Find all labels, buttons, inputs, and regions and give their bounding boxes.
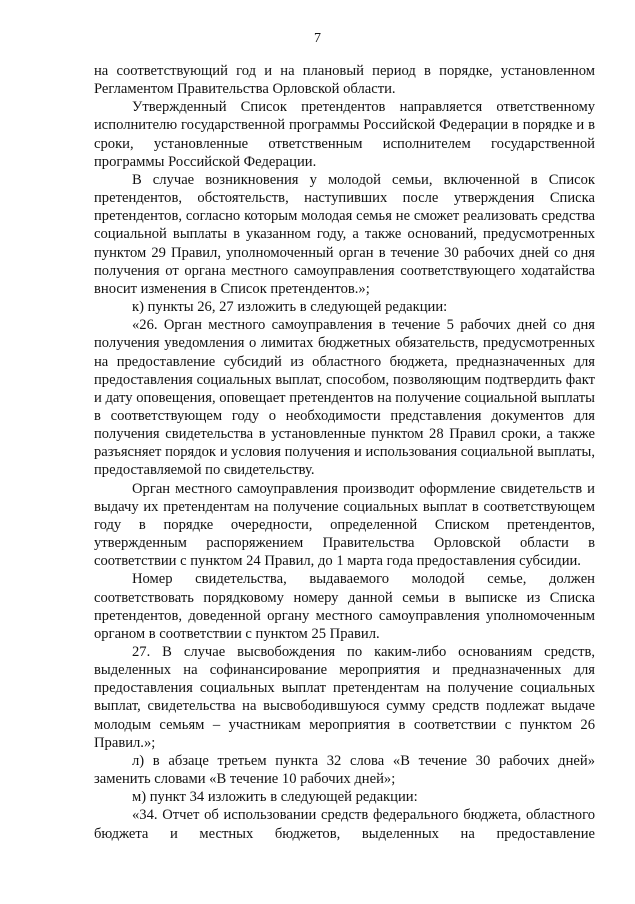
paragraph-clause-26: «26. Орган местного самоуправления в течение 5 рабочих дней со дня получения уведомления о лимитах бюджетных обязательств, предусмотренных на предоставление субсидий из областного бюджета, предназначенных для предоставления социальных выплат, способом, позволяющим подтвердить факт и дату оповещения, оповещает претендентов на получение социальной выплаты в соответствующем году о необходимости представления документов для получения свидетельства в установленные пунктом 28 Правил сроки, а также разъясняет порядок и условия получения и использования социальной выплаты, предоставляемой по свидетельству. [94, 317, 595, 479]
paragraph-clause-34: «34. Отчет об использовании средств федерального бюджета, областного бюджета и местных бюджетов, выделенных на предоставление [94, 807, 595, 842]
paragraph-item-m: м) пункт 34 изложить в следующей редакции: [132, 789, 418, 806]
paragraph-approved-list: Утвержденный Список претендентов направляется ответственному исполнителю государственной программы Российской Федерации в порядке и в сроки, установленные ответственным исполнителем государственной программы Российской Федерации. [94, 99, 595, 170]
document-body [94, 62, 595, 843]
paragraph-regulation-ref: на соответствующий год и на плановый период в порядке, установленном Регламентом Правительства Орловской области. [94, 63, 595, 98]
paragraph-item-k: к) пункты 26, 27 изложить в следующей редакции: [132, 299, 448, 316]
page-number: 7 [314, 31, 321, 46]
paragraph-certificate-issuing: Орган местного самоуправления производит оформление свидетельств и выдачу их претендентам на получение социальных выплат в соответствующем году в порядке очередности, определенной Списком претендентов, утвержденным распоряжением Правительства Орловской области в соответствии с пунктом 24 Правил, до 1 марта года предоставления субсидии. [94, 480, 595, 570]
paragraph-clause-27: 27. В случае высвобождения по каким-либо основаниям средств, выделенных на софинансирование мероприятия и предназначенных для предоставления социальных выплат претендентам на получение социальных выплат, свидетельства на высвободившуюся сумму средств подлежат выдаче молодым семьям – участникам мероприятия в соответствии с пунктом 26 Правил.»; [94, 644, 595, 751]
paragraph-certificate-number: Номер свидетельства, выдаваемого молодой семье, должен соответствовать порядковому номеру данной семьи в выписке из Списка претендентов, доведенной органу местного самоуправления уполномоченным органом в соответствии с пунктом 25 Правил. [94, 571, 595, 642]
paragraph-circumstances: В случае возникновения у молодой семьи, включенной в Список претендентов, обстоятельств, наступивших после утверждения Списка претендентов, согласно которым молодая семья не сможет реализовать средства социальной выплаты в указанном году, а также оснований, предусмотренных пунктом 29 Правил, уполномоченный орган в течение 30 рабочих дней со дня получения от органа местного самоуправления соответствующего ходатайства вносит изменения в Список претендентов.»; [94, 171, 595, 297]
paragraph-item-l: л) в абзаце третьем пункта 32 слова «В течение 30 рабочих дней» заменить словами «В течение 10 рабочих дней»; [94, 752, 595, 788]
